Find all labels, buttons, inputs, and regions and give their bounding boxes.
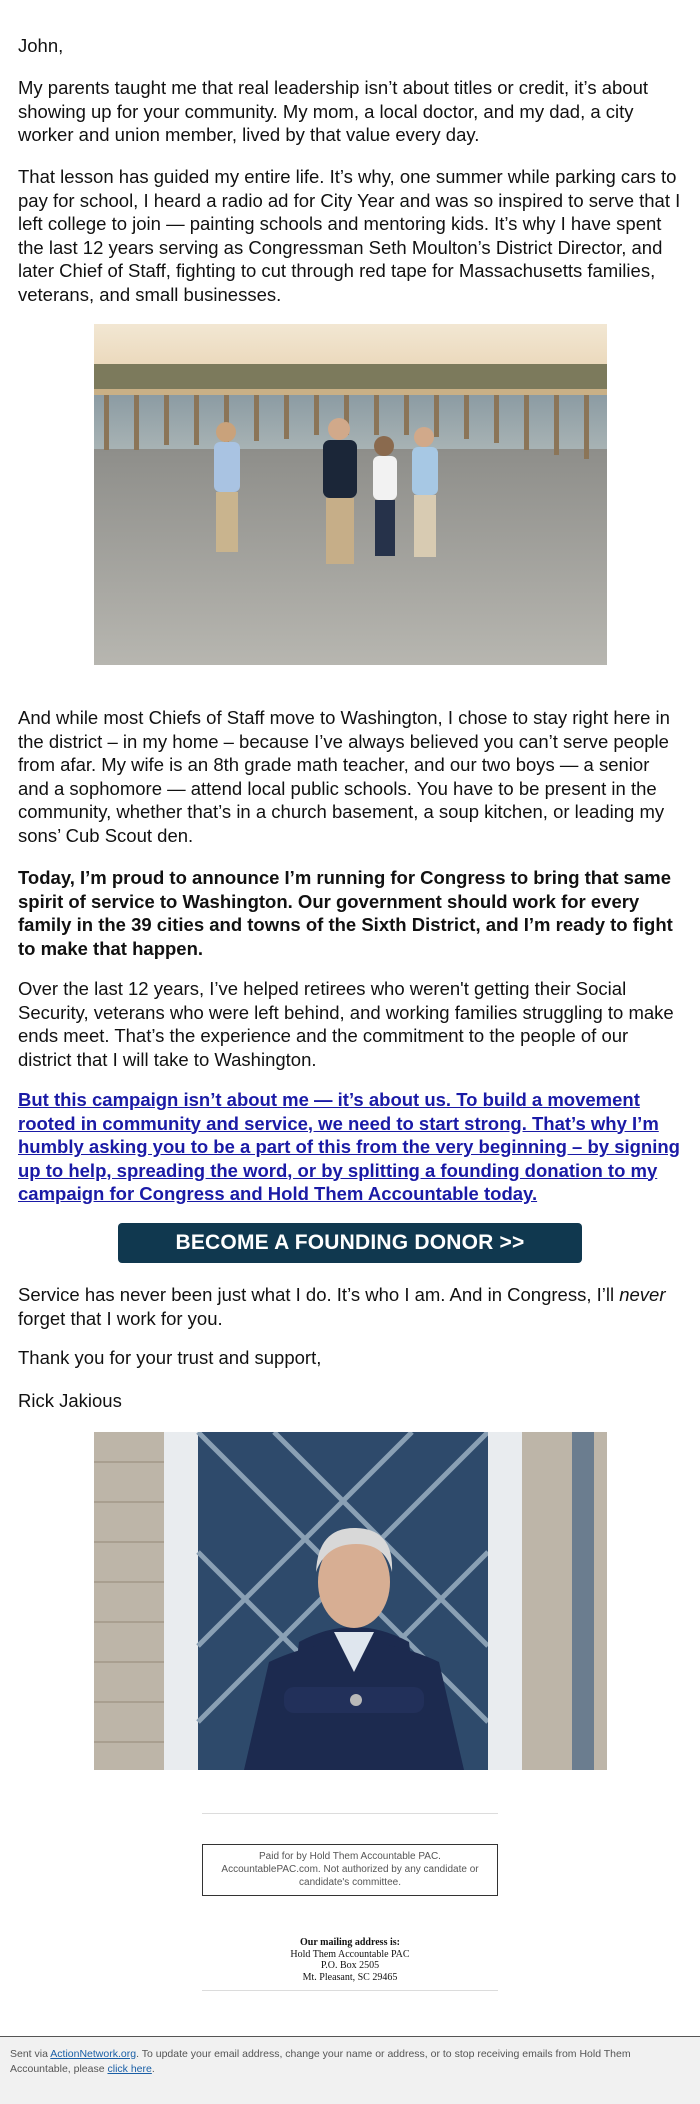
footer-middle-text: . To update your email address, change your name or address, or to stop receiving emails from Hold Them Accountable, please — [10, 2048, 631, 2075]
paid-for-disclaimer: Paid for by Hold Them Accountable PAC. AccountablePAC.com. Not authorized by any candidate or candidate's committee. — [202, 1844, 498, 1896]
become-founding-donor-button[interactable]: BECOME A FOUNDING DONOR >> — [118, 1223, 582, 1263]
mailing-address — [202, 1937, 498, 1983]
divider-bottom — [202, 1990, 498, 1991]
donate-link-paragraph[interactable]: But this campaign isn’t about me — it’s about us. To build a movement rooted in community and service, we need to start strong. That’s why I’m humbly asking you to be a part of this from the very beginning – by signing up to help, spreading the word, or by splitting a founding donation to my campaign for Congress and Hold Them Accountable today. — [18, 1089, 680, 1204]
signature: Rick Jakious — [18, 1390, 122, 1411]
paragraph-announcement: Today, I’m proud to announce I’m running for Congress to bring that same spirit of service to Washington. Our government should work for every family in the 39 cities and towns of the Sixth District, and I’m ready to fight to make that happen. — [18, 867, 673, 959]
mailing-line: Mt. Pleasant, SC 29465 — [302, 1971, 398, 1983]
paragraph-district: And while most Chiefs of Staff move to Washington, I chose to stay right here in the district – in my home – because I’ve always believed you can’t serve people from afar. My wife is an 8th grade math teacher, and our two boys — a senior and a sophomore — attend local public schools. You have to be present in the community, whether that’s in a church basement, a soup kitchen, or leading my sons’ Cub Scout den. — [18, 707, 670, 846]
signoff: Thank you for your trust and support, — [18, 1347, 322, 1368]
paragraph-lesson: That lesson has guided my entire life. It’s why, one summer while parking cars to pay for school, I heard a radio ad for City Year and was so inspired to serve that I left college to join — painting schools and mentoring kids. It’s why I have spent the last 12 years serving as Congressman Seth Moulton’s District Director, and later Chief of Staff, fighting to cut through red tape for Massachusetts families, veterans, and small businesses. — [18, 166, 681, 305]
actionnetwork-link[interactable]: ActionNetwork.org — [50, 2048, 137, 2060]
service-text-emphasis: never — [619, 1284, 666, 1305]
click-here-link[interactable]: click here — [107, 2063, 152, 2075]
candidate-portrait-photo — [94, 1432, 607, 1770]
paragraph-parents: My parents taught me that real leadership isn’t about titles or credit, it’s about showing up for your community. My mom, a local doctor, and my dad, a city worker and union member, lived by that value every day. — [18, 77, 649, 145]
mailing-line: P.O. Box 2505 — [320, 1960, 380, 1971]
service-text-after: forget that I work for you. — [18, 1307, 223, 1329]
mailing-line: Hold Them Accountable PAC — [290, 1948, 410, 1960]
service-text-before: Service has never been just what I do. It’s who I am. And in Congress, I’ll — [18, 1284, 620, 1305]
mailing-heading: Our mailing address is: — [300, 1937, 400, 1948]
footer-end-text: . — [151, 2063, 155, 2075]
family-beach-photo — [94, 324, 607, 665]
paragraph-service — [18, 1283, 682, 1330]
unsubscribe-footer — [0, 2036, 700, 2104]
sent-via-text: Sent via — [10, 2048, 51, 2060]
divider-top — [202, 1813, 498, 1814]
paragraph-experience: Over the last 12 years, I’ve helped retirees who weren't getting their Social Security, veterans who were left behind, and working families struggling to make ends meet. That’s the experience and the commitment to the people of our district that I will take to Washington. — [18, 978, 674, 1070]
greeting: John, — [18, 35, 64, 56]
